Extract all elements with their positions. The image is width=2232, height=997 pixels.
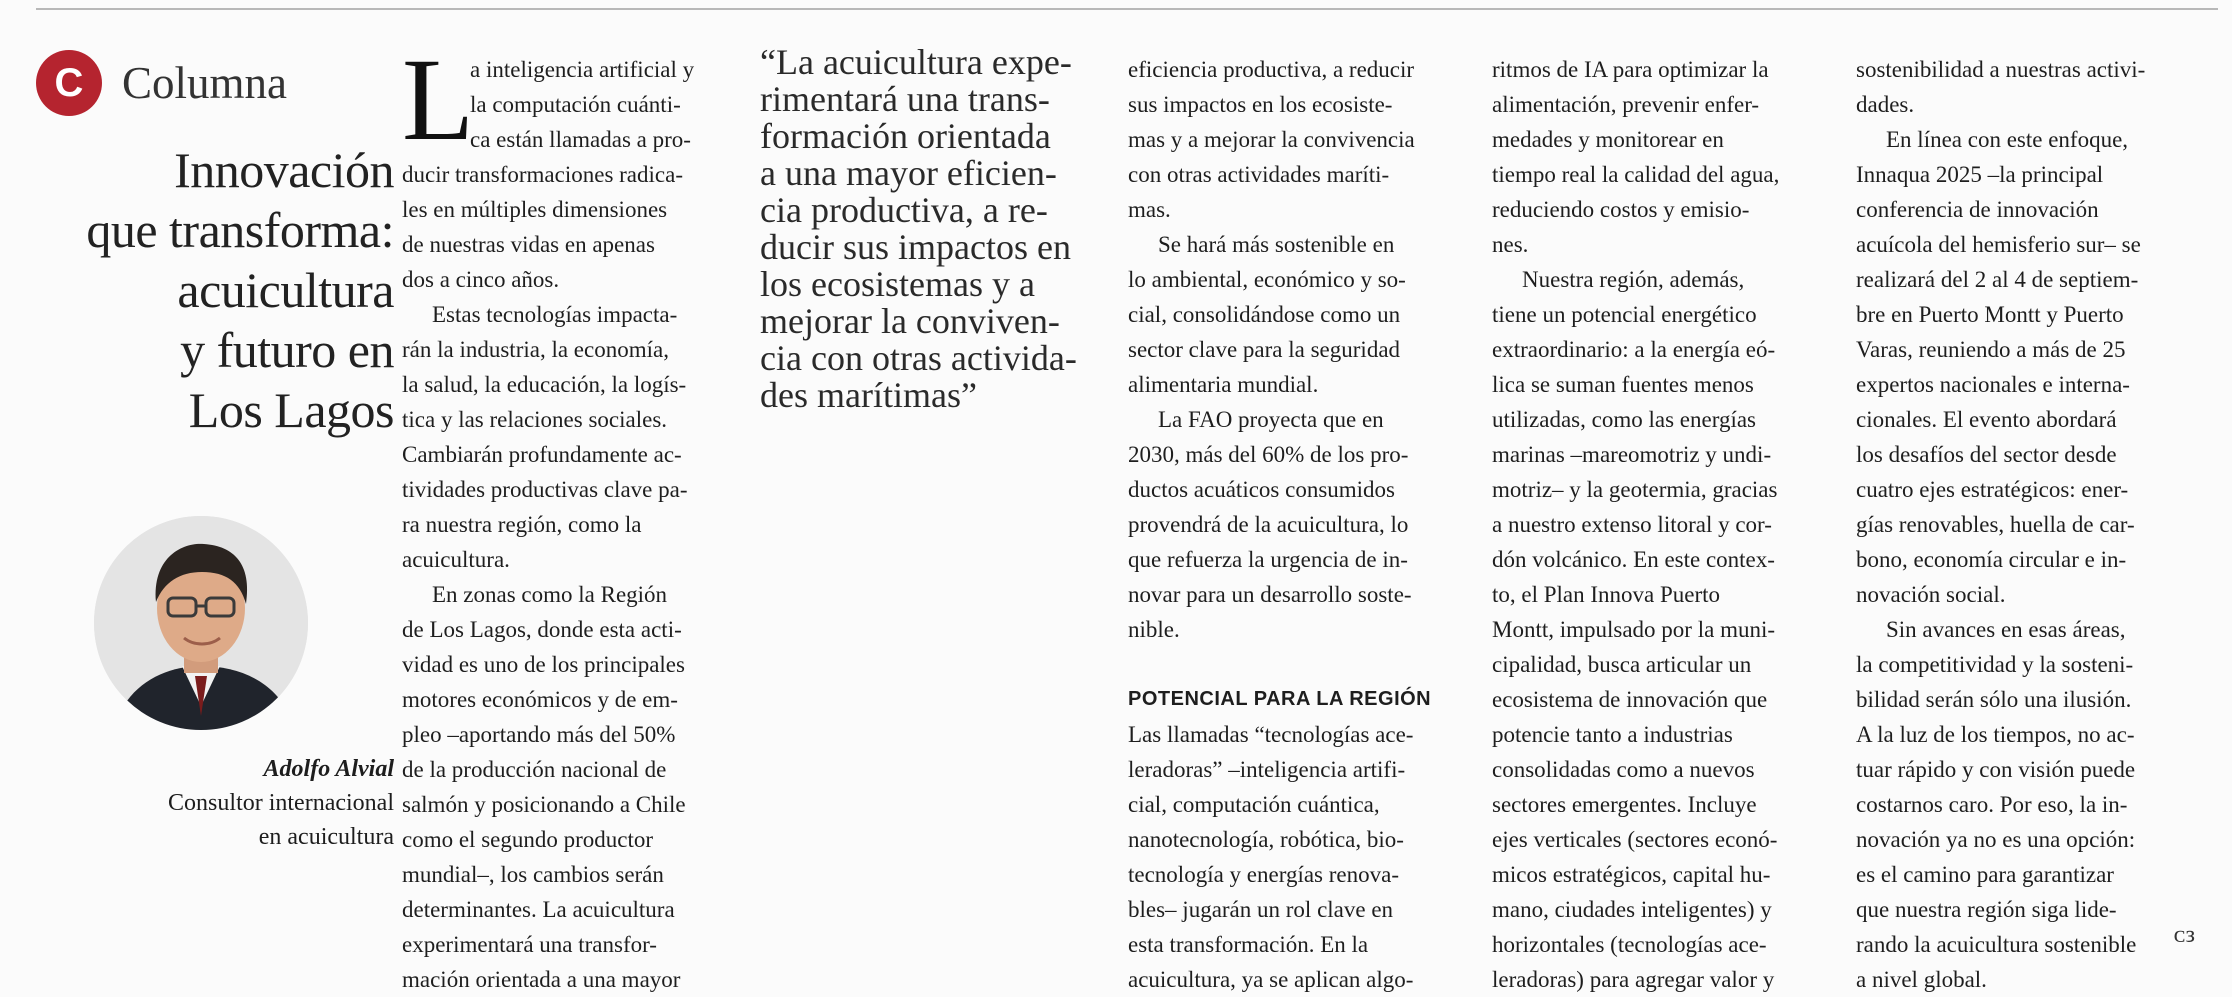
body-text-line: ra nuestra región, como la [402, 512, 642, 537]
body-text-line: Sin avances en esas áreas, [1886, 617, 2126, 642]
body-text-line: 2030, más del 60% de los pro- [1128, 442, 1409, 467]
body-text-line: Se hará más sostenible en [1158, 232, 1395, 257]
body-text-line: micos estratégicos, capital hu- [1492, 862, 1771, 887]
body-text-line: tuar rápido y con visión puede [1856, 757, 2136, 782]
body-text-line: alimentaria mundial. [1128, 372, 1319, 397]
body-text-line: nes. [1492, 232, 1529, 257]
body-text-line: utilizadas, como las energías [1492, 407, 1756, 432]
body-text-line: tica y las relaciones sociales. [402, 407, 668, 432]
body-text-line: novar para un desarrollo soste- [1128, 582, 1412, 607]
body-column-1 [470, 52, 798, 157]
body-text-line: de la producción nacional de [402, 757, 667, 782]
body-text-line: como el segundo productor [402, 827, 654, 852]
body-text-line: Estas tecnologías impacta- [432, 302, 678, 327]
body-text-line: dades. [1856, 92, 1915, 117]
pull-quote-line: formación orientada [760, 116, 1051, 156]
body-column-2 [1128, 52, 1456, 997]
body-text-line: ducir transformaciones radica- [402, 162, 683, 187]
section-label: Columna [122, 58, 287, 108]
body-text-line: a nivel global. [1856, 967, 1987, 992]
pull-quote-line: mejorar la conviven- [760, 301, 1060, 341]
body-text-line: horizontales (tecnologías ace- [1492, 932, 1767, 957]
body-text-line: provendrá de la acuicultura, lo [1128, 512, 1409, 537]
body-text-line: Innaqua 2025 –la principal [1856, 162, 2104, 187]
body-text-line: mano, ciudades inteligentes) y [1492, 897, 1772, 922]
body-text-line: tividades productivas clave pa- [402, 477, 688, 502]
body-text-line: cipalidad, busca articular un [1492, 652, 1752, 677]
body-text-line: to, el Plan Innova Puerto [1492, 582, 1721, 607]
body-text-line: ductos acuáticos consumidos [1128, 477, 1396, 502]
body-text-line: medades y monitorear en [1492, 127, 1724, 152]
body-text-line: de Los Lagos, donde esta acti- [402, 617, 682, 642]
body-text-line: mas. [1128, 197, 1171, 222]
body-text-line: Cambiarán profundamente ac- [402, 442, 682, 467]
body-text-line: bles– jugarán un rol clave en [1128, 897, 1394, 922]
drop-cap: L [402, 34, 475, 165]
body-text-line: determinantes. La acuicultura [402, 897, 675, 922]
body-text-line: nanotecnología, robótica, bio- [1128, 827, 1404, 852]
body-text-line: que nuestra región siga lide- [1856, 897, 2117, 922]
pull-quote-line: “La acuicultura expe- [760, 42, 1072, 82]
body-text-line: nible. [1128, 617, 1180, 642]
body-text-line: que refuerza la urgencia de in- [1128, 547, 1408, 572]
body-text-line: sus impactos en los ecosiste- [1128, 92, 1393, 117]
body-text-line: novación social. [1856, 582, 2006, 607]
body-text-line: reduciendo costos y emisio- [1492, 197, 1750, 222]
body-text-line: Montt, impulsado por la muni- [1492, 617, 1776, 642]
body-text-line: cial, computación cuántica, [1128, 792, 1380, 817]
body-text-line: dón volcánico. En este contex- [1492, 547, 1775, 572]
body-text-line: de nuestras vidas en apenas [402, 232, 655, 257]
author-role: Consultor internacional [168, 790, 394, 816]
pull-quote-line: cia productiva, a re- [760, 190, 1048, 230]
body-text-line: acuicultura, ya se aplican algo- [1128, 967, 1414, 992]
body-text-line: a inteligencia artificial y [470, 57, 695, 82]
body-column-3 [1492, 52, 1820, 997]
body-text-line: cionales. El evento abordará [1856, 407, 2117, 432]
body-text-line: dos a cinco años. [402, 267, 560, 292]
section-badge: C [36, 50, 102, 116]
body-text-line: consolidadas como a nuevos [1492, 757, 1755, 782]
article-headline [38, 140, 394, 440]
end-of-article-mark: ᴄᴈ [2174, 922, 2195, 948]
body-text-line: salmón y posicionando a Chile [402, 792, 686, 817]
body-text-line: la salud, la educación, la logís- [402, 372, 687, 397]
author-name: Adolfo Alvial [263, 756, 394, 782]
body-text-line: Nuestra región, además, [1522, 267, 1745, 292]
body-text-line: gías renovables, huella de car- [1856, 512, 2135, 537]
body-text-line: ritmos de IA para optimizar la [1492, 57, 1769, 82]
body-text-line: lo ambiental, económico y so- [1128, 267, 1406, 292]
body-text-line: novación ya no es una opción: [1856, 827, 2136, 852]
headline-line: acuicultura [177, 262, 394, 318]
body-text-line: conferencia de innovación [1856, 197, 2099, 222]
body-text-line: bre en Puerto Montt y Puerto [1856, 302, 2124, 327]
section-subhead: POTENCIAL PARA LA REGIÓN [1128, 688, 1432, 710]
body-text-line: Las llamadas “tecnologías ace- [1128, 722, 1414, 747]
body-text-line: la computación cuánti- [470, 92, 681, 117]
body-text-line: rán la industria, la economía, [402, 337, 669, 362]
body-text-line: A la luz de los tiempos, no ac- [1856, 722, 2135, 747]
body-text-line: motriz– y la geotermia, gracias [1492, 477, 1778, 502]
body-text-line: lica se suman fuentes menos [1492, 372, 1754, 397]
headline-line: que transforma: [86, 202, 394, 258]
body-text-line: sostenibilidad a nuestras activi- [1856, 57, 2146, 82]
body-text-line: vidad es uno de los principales [402, 652, 685, 677]
body-text-line: cial, consolidándose como un [1128, 302, 1401, 327]
author-portrait-illustration [94, 516, 308, 730]
body-column-4 [1856, 52, 2184, 997]
pull-quote-line: ducir sus impactos en [760, 227, 1071, 267]
body-text-line: motores económicos y de em- [402, 687, 678, 712]
body-text-line: mas y a mejorar la convivencia [1128, 127, 1415, 152]
body-text-line: leradoras) para agregar valor y [1492, 967, 1775, 992]
body-text-line: marinas –mareomotriz y undi- [1492, 442, 1772, 467]
body-text-line: ejes verticales (sectores econó- [1492, 827, 1778, 852]
body-text-line: pleo –aportando más del 50% [402, 722, 676, 747]
body-text-line: sector clave para la seguridad [1128, 337, 1401, 362]
body-text-line: bono, economía circular e in- [1856, 547, 2127, 572]
body-text-line: ecosistema de innovación que [1492, 687, 1768, 712]
body-text-line: bilidad serán sólo una ilusión. [1856, 687, 2132, 712]
body-text-line: extraordinario: a la energía eó- [1492, 337, 1776, 362]
pull-quote-line: a una mayor eficien- [760, 153, 1057, 193]
pull-quote-line: cia con otras activida- [760, 338, 1077, 378]
body-text-line: La FAO proyecta que en [1158, 407, 1384, 432]
body-text-line: acuicultura. [402, 547, 510, 572]
body-text-line: eficiencia productiva, a reducir [1128, 57, 1415, 82]
body-text-line: la competitividad y la sosteni- [1856, 652, 2134, 677]
body-text-line: tiempo real la calidad del agua, [1492, 162, 1780, 187]
body-text-line: es el camino para garantizar [1856, 862, 2114, 887]
body-text-line: con otras actividades maríti- [1128, 162, 1390, 187]
headline-line: Los Lagos [188, 382, 394, 438]
pull-quote-line: des marítimas” [760, 375, 977, 415]
body-text-line: Varas, reuniendo a más de 25 [1856, 337, 2126, 362]
body-text-line: tecnología y energías renova- [1128, 862, 1399, 887]
body-text-line: ca están llamadas a pro- [470, 127, 691, 152]
headline-line: y futuro en [180, 322, 394, 378]
body-text-line: realizará del 2 al 4 de septiem- [1856, 267, 2139, 292]
body-text-line: leradoras” –inteligencia artifi- [1128, 757, 1406, 782]
pull-quote-line: los ecosistemas y a [760, 264, 1035, 304]
body-text-line: experimentará una transfor- [402, 932, 657, 957]
body-column-1-continued [402, 157, 730, 997]
paragraph-gap [1128, 647, 1456, 682]
body-text-line: alimentación, prevenir enfer- [1492, 92, 1760, 117]
body-text-line: En línea con este enfoque, [1886, 127, 2129, 152]
author-role: en acuicultura [258, 824, 394, 850]
body-text-line: acuícola del hemisferio sur– se [1856, 232, 2141, 257]
top-rule [36, 8, 2218, 10]
headline-line: Innovación [174, 142, 394, 198]
pull-quote [760, 44, 1100, 414]
author-photo [94, 516, 308, 730]
body-text-line: les en múltiples dimensiones [402, 197, 668, 222]
body-text-line: costarnos caro. Por eso, la in- [1856, 792, 2128, 817]
body-text-line: cuatro ejes estratégicos: ener- [1856, 477, 2129, 502]
body-text-line: a nuestro extenso litoral y cor- [1492, 512, 1772, 537]
body-text-line: esta transformación. En la [1128, 932, 1369, 957]
body-text-line: sectores emergentes. Incluye [1492, 792, 1757, 817]
body-text-line: expertos nacionales e interna- [1856, 372, 2130, 397]
body-text-line: potencie tanto a industrias [1492, 722, 1733, 747]
body-text-line: mundial–, los cambios serán [402, 862, 664, 887]
body-text-line: mación orientada a una mayor [402, 967, 681, 992]
pull-quote-line: rimentará una trans- [760, 79, 1050, 119]
body-text-line: los desafíos del sector desde [1856, 442, 2117, 467]
body-text-line: rando la acuicultura sostenible [1856, 932, 2137, 957]
body-text-line: En zonas como la Región [432, 582, 668, 607]
body-text-line: tiene un potencial energético [1492, 302, 1757, 327]
